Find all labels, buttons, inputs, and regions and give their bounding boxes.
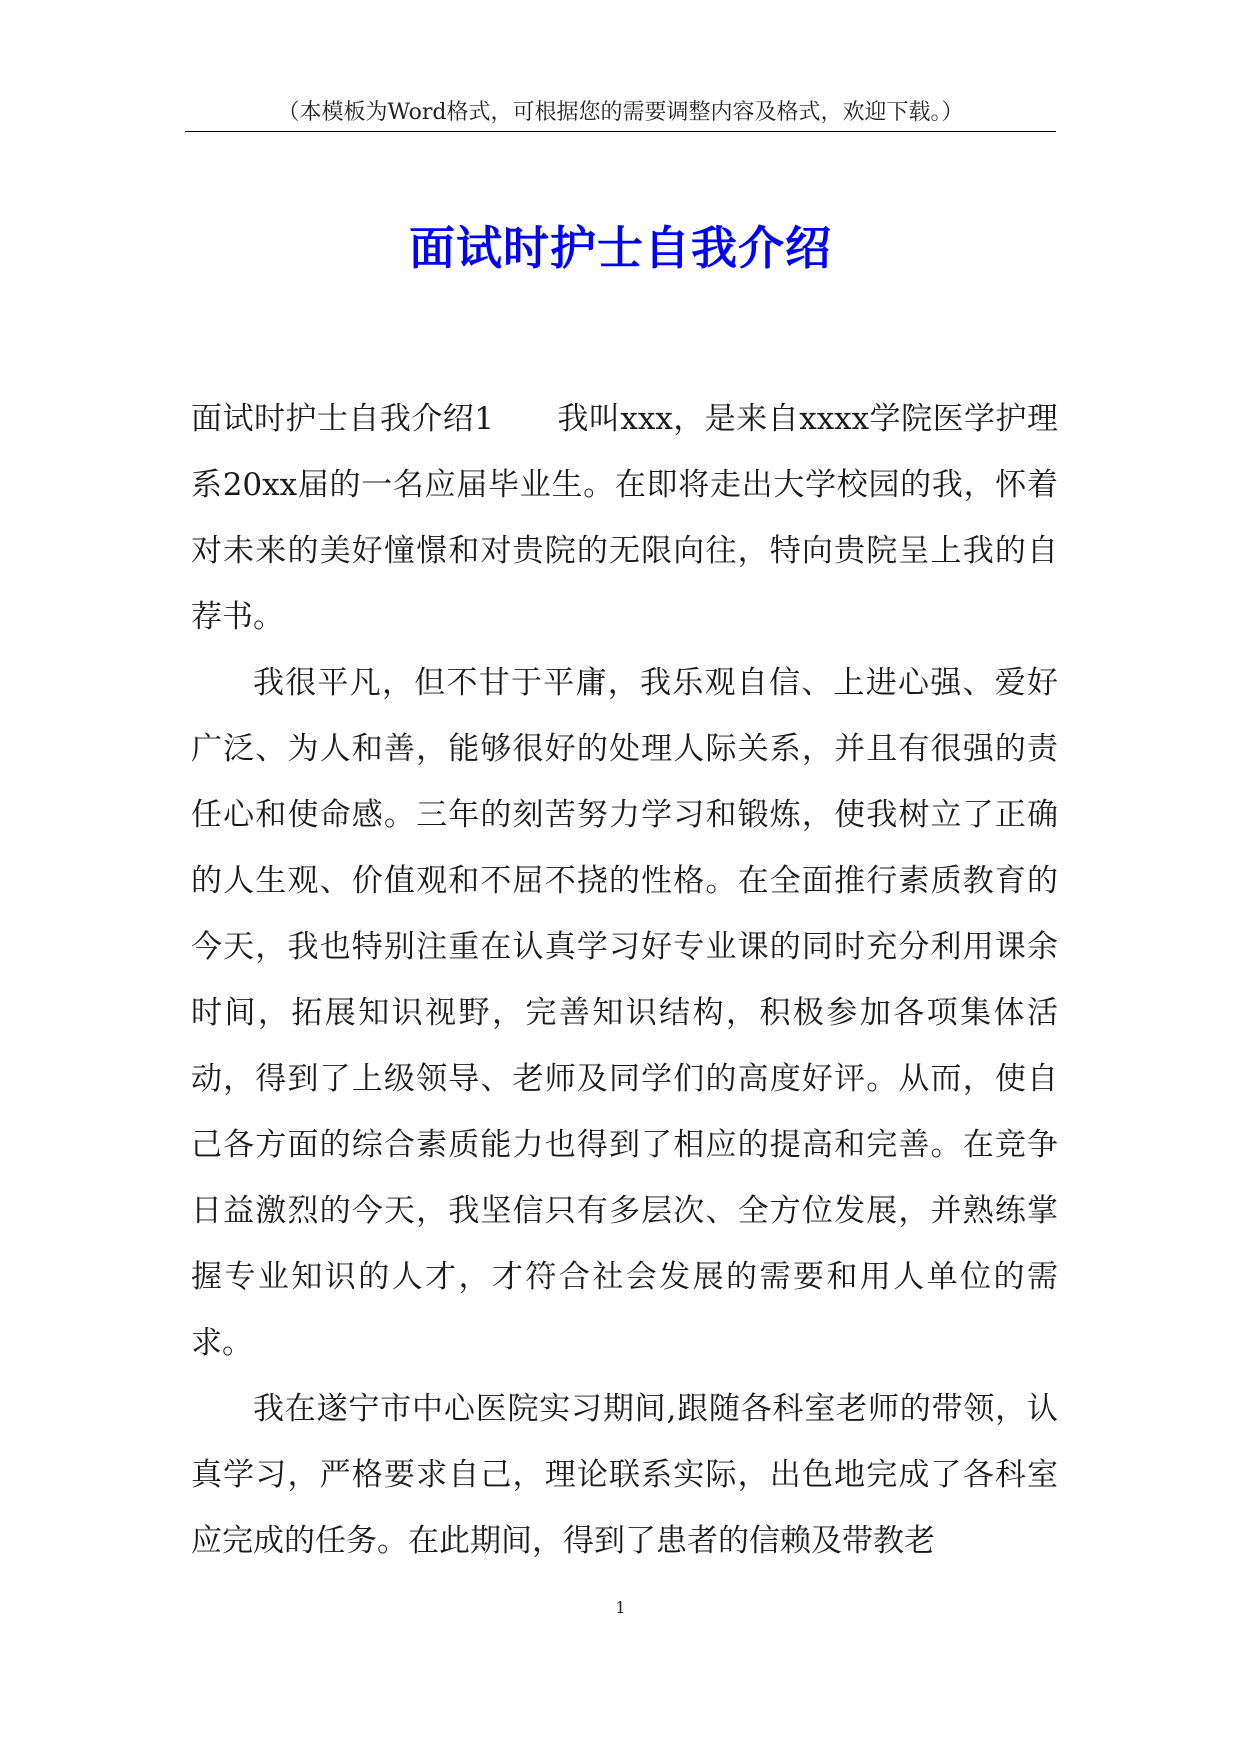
paragraph-intro: 面试时护士自我介绍1 我叫xxx，是来自xxxx学院医学护理系20xx届的一名应届毕业生。在即将走出大学校园的我，怀着对未来的美好憧憬和对贵院的无限向往，特向贵院呈上我的自荐书。 (191, 401, 1058, 635)
page-number: 1 (615, 1598, 626, 1617)
document-body (191, 386, 1058, 1574)
paragraph-personality: 我很平凡，但不甘于平庸，我乐观自信、上进心强、爱好广泛、为人和善，能够很好的处理人际关系，并且有很强的责任心和使命感。三年的刻苦努力学习和锻炼，使我树立了正确的人生观、价值观和不屈不挠的性格。在全面推行素质教育的今天，我也特别注重在认真学习好专业课的同时充分利用课余时间，拓展知识视野，完善知识结构，积极参加各项集体活动，得到了上级领导、老师及同学们的高度好评。从而，使自己各方面的综合素质能力也得到了相应的提高和完善。在竞争日益激烈的今天，我坚信只有多层次、全方位发展，并熟练掌握专业知识的人才，才符合社会发展的需要和用人单位的需求。 (191, 665, 1058, 1361)
document-title: 面试时护士自我介绍 (409, 221, 832, 275)
paragraph-internship: 我在遂宁市中心医院实习期间,跟随各科室老师的带领，认真学习，严格要求自己，理论联系实际，出色地完成了各科室应完成的任务。在此期间，得到了患者的信赖及带教老 (191, 1391, 1058, 1559)
header-divider (185, 131, 1056, 132)
header-note: （本模板为Word格式，可根据您的需要调整内容及格式，欢迎下载。） (277, 100, 964, 125)
